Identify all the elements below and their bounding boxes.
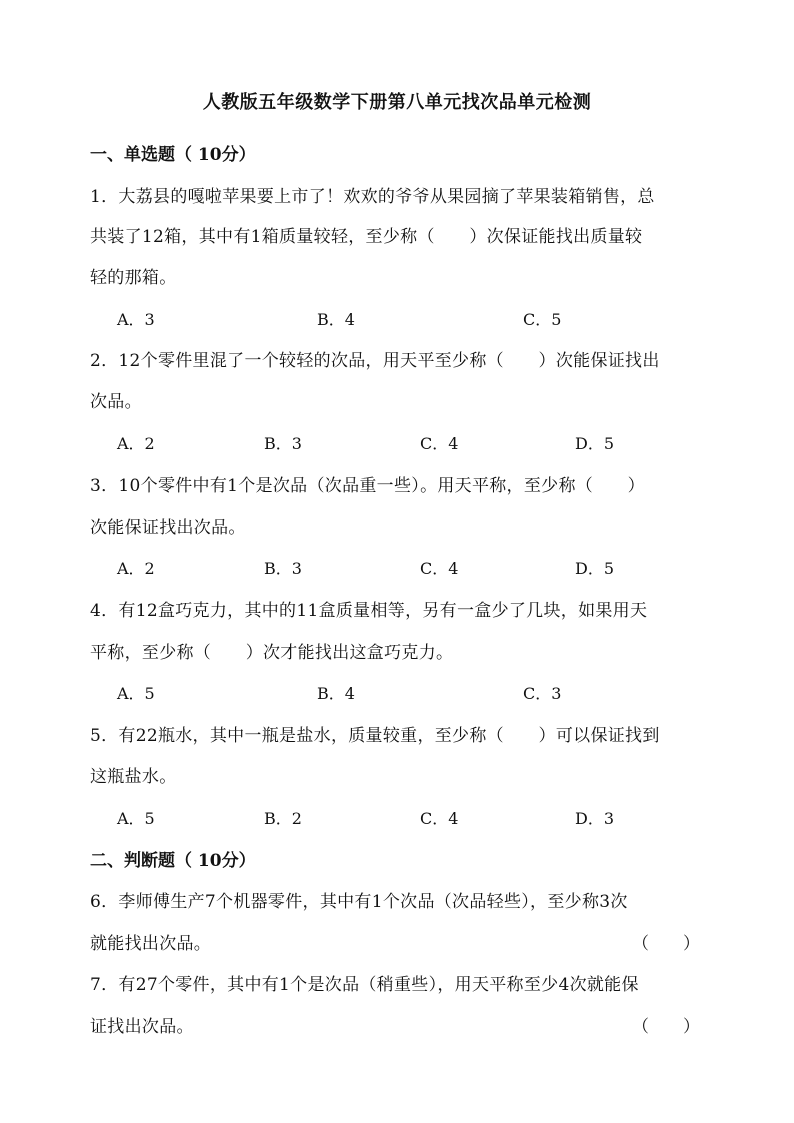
section-heading-single-choice: 一、单选题（ 10分）	[90, 145, 256, 165]
question-1-option-c: C．5	[523, 310, 562, 329]
question-5-line-1: 5．有22瓶水，其中一瓶是盐水，质量较重，至少称（ ）可以保证找到	[90, 726, 660, 746]
question-6-line-2: 就能找出次品。	[90, 934, 212, 954]
question-4-option-c: C．3	[523, 684, 562, 703]
question-5-option-b: B．2	[264, 809, 302, 828]
question-6-answer-blank: （ ）	[632, 934, 700, 954]
question-3-line-2: 次能保证找出次品。	[90, 518, 246, 538]
question-2-line-1: 2．12个零件里混了一个较轻的次品，用天平至少称（ ）次能保证找出	[90, 351, 660, 371]
question-2-option-c: C．4	[420, 434, 459, 453]
question-3-line-1: 3．10个零件中有1个是次品（次品重一些）。用天平称，至少称（ ）	[90, 476, 645, 496]
question-1-option-a: A．3	[117, 310, 155, 329]
question-1-line-2: 共装了12箱，其中有1箱质量较轻，至少称（ ）次保证能找出质量较	[90, 227, 643, 247]
question-1-line-3: 轻的那箱。	[90, 268, 177, 288]
question-5-option-d: D．3	[575, 809, 615, 828]
question-1-option-b: B．4	[317, 310, 355, 329]
question-5-option-c: C．4	[420, 809, 459, 828]
question-3-option-b: B．3	[264, 559, 302, 578]
question-5-line-2: 这瓶盐水。	[90, 767, 177, 787]
question-7-line-2: 证找出次品。	[90, 1017, 194, 1037]
section-heading-true-false: 二、判断题（ 10分）	[90, 851, 256, 871]
question-3-option-c: C．4	[420, 559, 459, 578]
question-6-line-1: 6．李师傅生产7个机器零件，其中有1个次品（次品轻些），至少称3次	[90, 892, 628, 912]
question-2-option-d: D．5	[575, 434, 615, 453]
question-3-option-d: D．5	[575, 559, 615, 578]
question-5-option-a: A．5	[117, 809, 155, 828]
question-4-option-a: A．5	[117, 684, 155, 703]
question-4-line-2: 平称，至少称（ ）次才能找出这盒巧克力。	[90, 643, 454, 663]
question-7-answer-blank: （ ）	[632, 1017, 700, 1037]
question-7-line-1: 7．有27个零件，其中有1个是次品（稍重些），用天平称至少4次就能保	[90, 975, 639, 995]
question-3-option-a: A．2	[117, 559, 155, 578]
question-4-option-b: B．4	[317, 684, 355, 703]
question-2-line-2: 次品。	[90, 392, 142, 412]
question-2-option-b: B．3	[264, 434, 302, 453]
document-title: 人教版五年级数学下册第八单元找次品单元检测	[202, 92, 592, 113]
question-2-option-a: A．2	[117, 434, 155, 453]
question-1-line-1: 1．大荔县的嘎啦苹果要上市了！欢欢的爷爷从果园摘了苹果装箱销售，总	[90, 187, 655, 207]
question-4-line-1: 4．有12盒巧克力，其中的11盒质量相等，另有一盒少了几块，如果用天	[90, 601, 648, 621]
